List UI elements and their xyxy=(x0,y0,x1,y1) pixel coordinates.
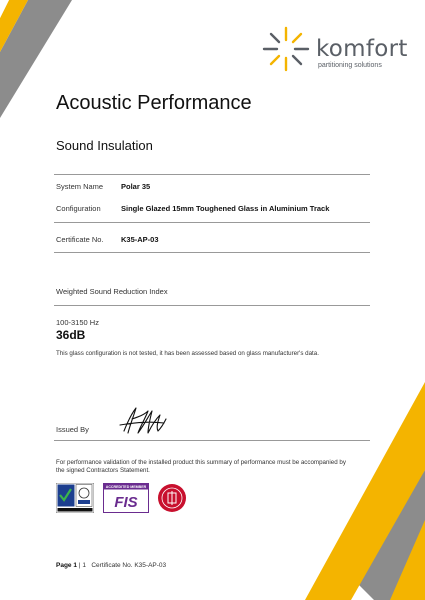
certificate-label: Certificate No. xyxy=(56,235,104,244)
page-number: 1 xyxy=(73,562,77,569)
divider xyxy=(54,305,370,306)
frequency-range: 100-3150 Hz xyxy=(56,318,99,327)
komfort-logo xyxy=(258,24,408,74)
system-name-value: Polar 35 xyxy=(121,182,151,191)
assessment-note: This glass configuration is not tested, it has been assessed based on glass manufacturer's data. xyxy=(56,350,319,357)
logo-tagline: partitioning solutions xyxy=(318,62,382,69)
divider xyxy=(54,440,370,441)
system-name-label: System Name xyxy=(56,182,104,191)
divider xyxy=(54,252,370,253)
section-subtitle: Sound Insulation xyxy=(56,138,153,153)
page-title: Acoustic Performance xyxy=(56,92,252,114)
divider xyxy=(54,174,370,175)
page-footer xyxy=(56,562,166,569)
iso-certification-badge xyxy=(56,483,94,513)
page-total: 1 xyxy=(82,562,86,569)
starburst-icon xyxy=(258,24,314,74)
certificate-value: K35-AP-03 xyxy=(121,235,159,244)
divider xyxy=(54,222,370,223)
logo-wordmark: komfort xyxy=(316,36,408,62)
configuration-value: Single Glazed 15mm Toughened Glass in Aluminium Track xyxy=(121,204,330,213)
page-label: Page xyxy=(56,562,72,569)
badge-fis-text: FIS xyxy=(114,494,138,511)
configuration-label: Configuration xyxy=(56,204,101,213)
page-separator: | xyxy=(78,562,81,569)
footer-certificate: Certificate No. K35-AP-03 xyxy=(91,562,167,569)
sound-reduction-value: 36dB xyxy=(56,328,86,342)
signature-image xyxy=(118,403,170,437)
validation-statement: For performance validation of the installed product this summary of performance must be accompanied by the signed Contractors Statement. xyxy=(56,459,346,474)
index-heading: Weighted Sound Reduction Index xyxy=(56,287,168,296)
issued-by-label: Issued By xyxy=(56,425,89,434)
badge-accredited-text: ACCREDITED MEMBER xyxy=(105,485,147,489)
fis-member-badge xyxy=(103,483,149,513)
association-seal-badge xyxy=(157,483,187,513)
